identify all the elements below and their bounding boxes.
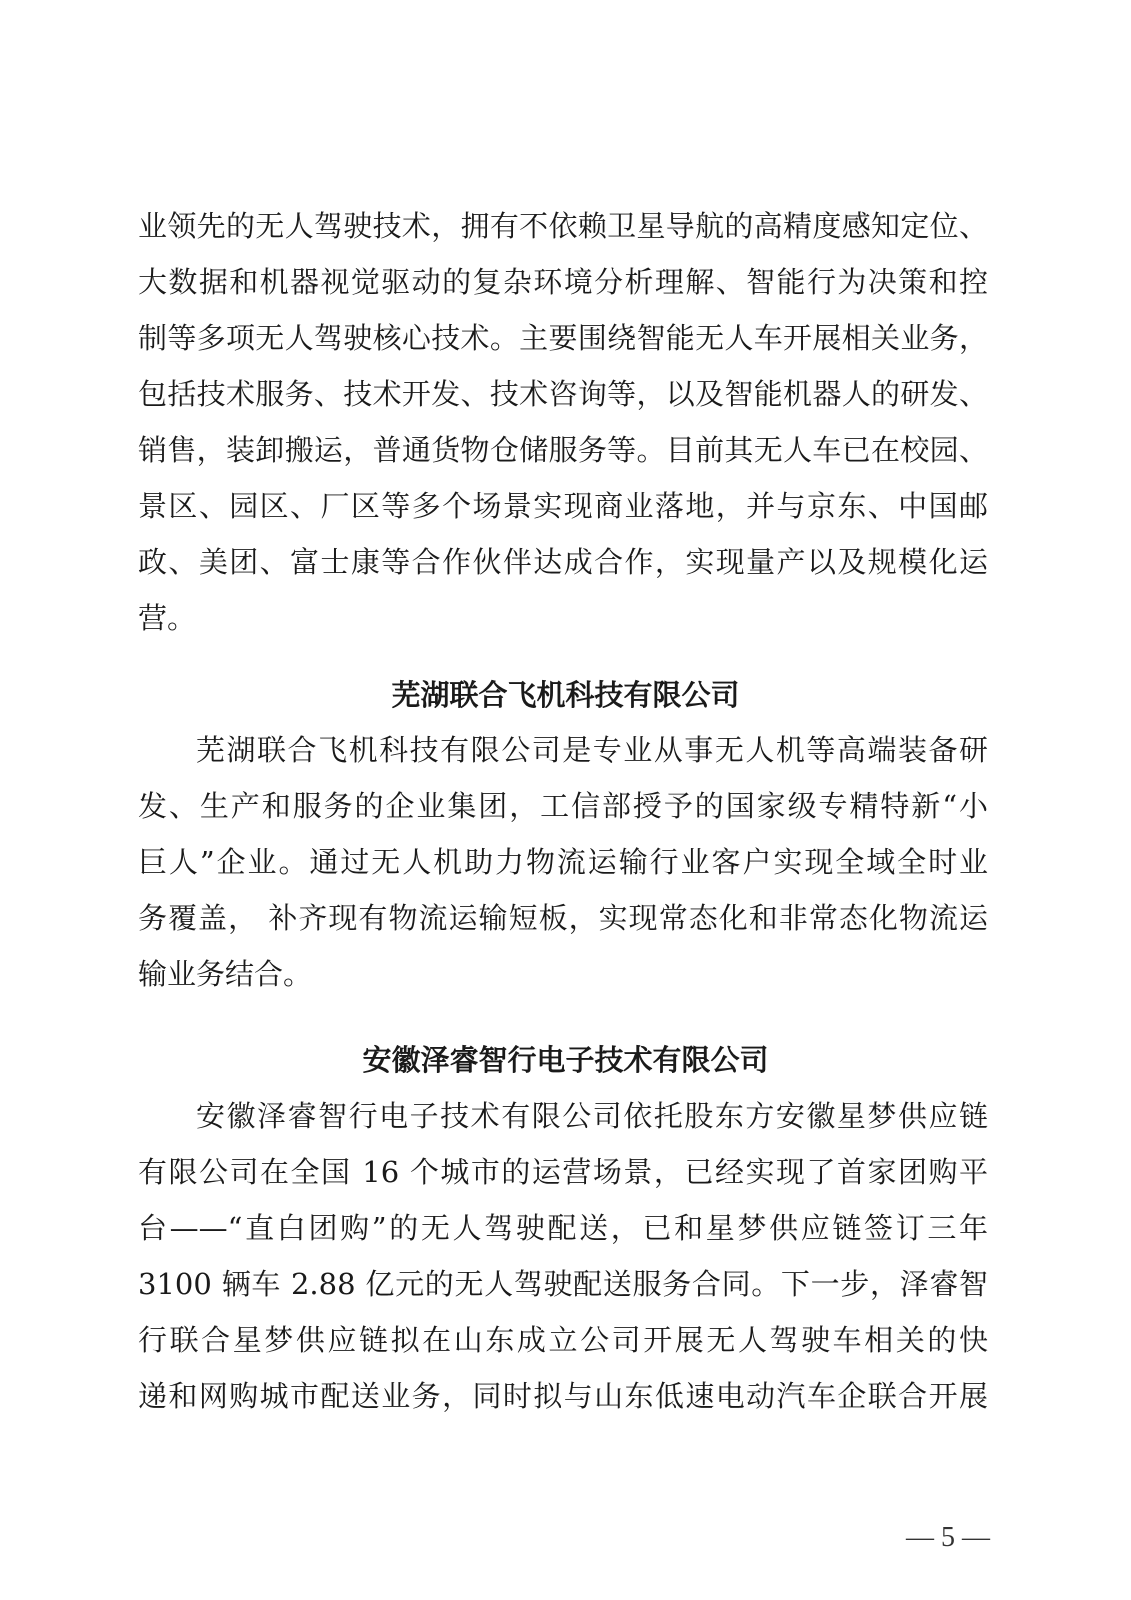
section-3-line-6: 递和网购城市配送业务，同时拟与山东低速电动汽车企联合开展 [138,1379,988,1413]
section-3-line-3: 台——“直白团购”的无人驾驶配送，已和星梦供应链签订三年 [138,1211,988,1245]
paragraph-1-line-4: 包括技术服务、技术开发、技术咨询等，以及智能机器人的研发、 [138,377,988,411]
paragraph-1-line-2: 大数据和机器视觉驱动的复杂环境分析理解、智能行为决策和控 [138,265,988,299]
page-number: — 5 — [906,1522,990,1553]
section-3-line-2: 有限公司在全国 16 个城市的运营场景，已经实现了首家团购平 [138,1155,988,1189]
paragraph-1-line-8: 营。 [138,601,197,635]
paragraph-1-line-6: 景区、园区、厂区等多个场景实现商业落地，并与京东、中国邮 [138,489,988,523]
paragraph-1-line-5: 销售，装卸搬运，普通货物仓储服务等。目前其无人车已在校园、 [138,433,988,467]
section-2-line-4: 务覆盖， 补齐现有物流运输短板，实现常态化和非常态化物流运 [138,901,988,935]
section-2-line-5: 输业务结合。 [138,957,313,991]
section-3-heading: 安徽泽睿智行电子技术有限公司 [362,1043,769,1077]
paragraph-1-line-7: 政、美团、富士康等合作伙伴达成合作，实现量产以及规模化运 [138,545,988,579]
section-2-line-2: 发、生产和服务的企业集团，工信部授予的国家级专精特新“小 [138,789,988,823]
section-3-line-4: 3100 辆车 2.88 亿元的无人驾驶配送服务合同。下一步，泽睿智 [138,1267,988,1301]
section-3-line-5: 行联合星梦供应链拟在山东成立公司开展无人驾驶车相关的快 [138,1323,988,1357]
section-3-line-1: 安徽泽睿智行电子技术有限公司依托股东方安徽星梦供应链 [196,1099,988,1133]
section-2-line-3: 巨人”企业。通过无人机助力物流运输行业客户实现全域全时业 [138,845,988,879]
section-2-line-1: 芜湖联合飞机科技有限公司是专业从事无人机等高端装备研 [196,733,988,767]
paragraph-1-line-3: 制等多项无人驾驶核心技术。主要围绕智能无人车开展相关业务， [138,321,988,355]
section-2-heading: 芜湖联合飞机科技有限公司 [391,678,740,712]
paragraph-1-line-1: 业领先的无人驾驶技术，拥有不依赖卫星导航的高精度感知定位、 [138,209,988,243]
